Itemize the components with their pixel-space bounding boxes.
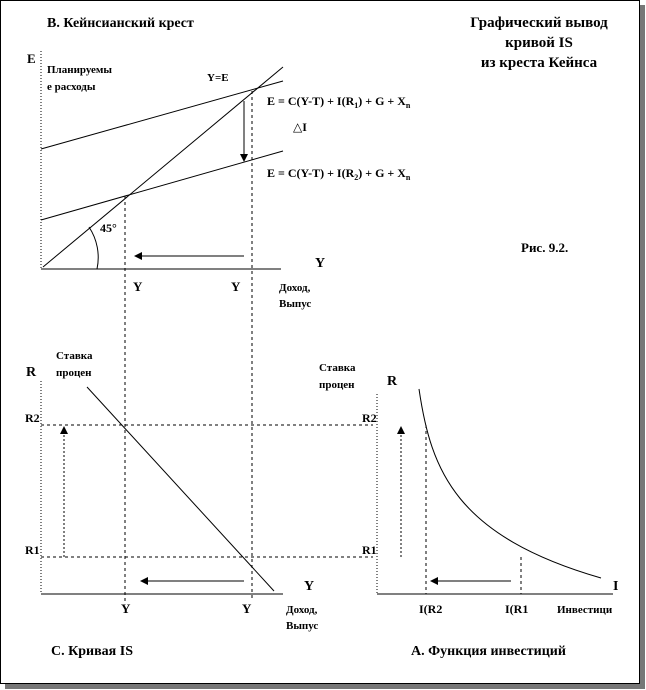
tick-y2-b: Y [133,279,143,294]
heading-line-3: из креста Кейнса [480,55,598,71]
rate-label-a-1: Ставка [319,362,356,374]
tick-r2-a: R2 [362,411,377,425]
expenditure-line-r2 [41,151,283,220]
tick-r1-c: R1 [25,543,40,557]
panel-c-caption: С. Кривая IS [51,644,133,659]
is-curve-panel [25,350,373,659]
tick-y1-b: Y [231,279,241,294]
delta-i-label: △I [293,120,307,134]
diagram-canvas [1,1,641,685]
income-label-b-1: Доход, [279,282,311,294]
rate-label-a-2: процен [319,379,355,391]
tick-r1-a: R1 [362,543,377,557]
axis-e-label: E [27,51,36,66]
figure-number: Рис. 9.2. [521,240,569,255]
investment-curve [419,389,601,578]
y-equals-e-line [43,67,283,267]
angle-label: 45° [100,221,117,235]
axis-i-label: I [613,579,619,594]
is-curve [87,387,274,591]
y-equals-e-label: Y=E [207,72,229,84]
expenditure-equation-r2: $E = C(Y-T) + I(R_2) + G + X_n$ [267,166,411,182]
rate-label-c-2: процен [56,367,92,379]
angle-arc [89,227,98,269]
tick-y2-c: Y [121,601,131,616]
income-label-c-1: Доход, [286,604,318,616]
heading-line-1: Графический вывод [470,15,608,31]
tick-r2-c: R2 [25,411,40,425]
heading-line-2: кривой IS [505,35,573,51]
panel-b-title: В. Кейнсианский крест [47,16,194,31]
planned-expenditure-label-2: е расходы [47,81,96,93]
figure-heading [470,15,608,71]
panel-a-caption: А. Функция инвестиций [411,644,566,659]
tick-i-r2: I(R2 [419,602,443,616]
keynesian-cross-panel [27,16,411,601]
expenditure-equation-r1: $E = C(Y-T) + I(R_1) + G + X_n$ [267,94,411,110]
investment-axis-label: Инвестици [557,604,613,616]
rate-label-c-1: Ставка [56,350,93,362]
planned-expenditure-label-1: Планируемы [47,64,113,76]
axis-y-b-label: Y [315,256,326,271]
axis-r-a-label: R [387,374,398,389]
investment-function-panel [319,362,618,659]
tick-y1-c: Y [242,601,252,616]
income-label-c-2: Выпус [286,620,319,632]
income-label-b-2: Выпус [279,298,312,310]
axis-y-c-label: Y [304,579,315,594]
axis-r-c-label: R [26,365,37,380]
tick-i-r1: I(R1 [505,602,529,616]
